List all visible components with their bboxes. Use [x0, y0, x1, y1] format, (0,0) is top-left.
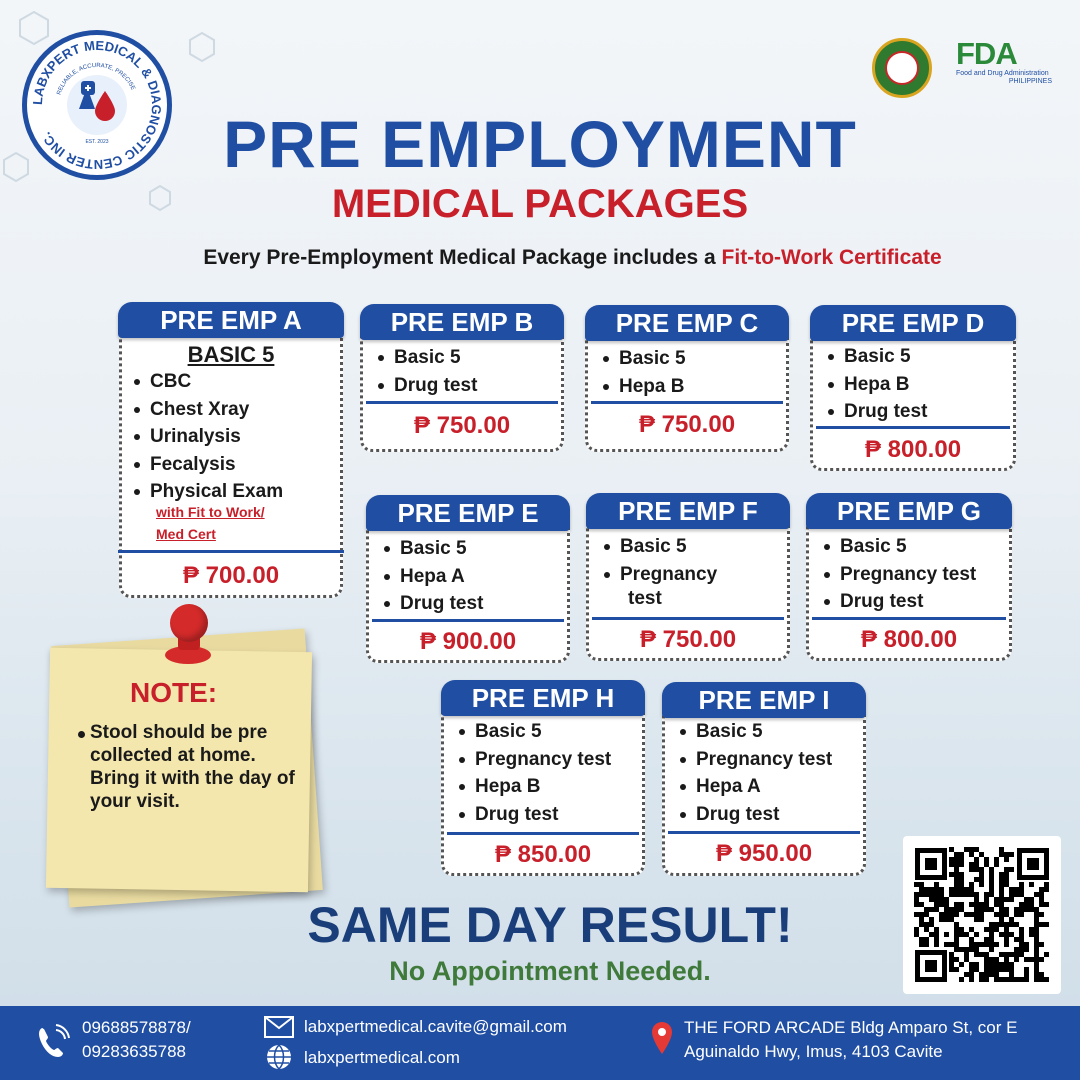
package-a-heading: BASIC 5 [187, 342, 275, 367]
package-card-f [586, 493, 790, 661]
phone-1[interactable]: 09688578878/ [82, 1018, 191, 1037]
package-d-title: PRE EMP D [810, 305, 1016, 341]
package-c-title: PRE EMP C [585, 305, 789, 341]
page-subtitle: MEDICAL PACKAGES [331, 182, 749, 226]
doh-seal [872, 38, 932, 98]
package-d-price: ₱ 800.00 [864, 436, 962, 463]
package-i-title: PRE EMP I [662, 682, 866, 718]
package-card-g [806, 493, 1012, 661]
logo-motto: RELIABLE, ACCURATE, PRECISE [56, 62, 136, 96]
package-e-title: PRE EMP E [366, 495, 570, 531]
package-card-h [441, 680, 645, 876]
list-item: Pregnancy [598, 561, 788, 589]
phone-icon [36, 1024, 70, 1060]
package-a-list [128, 368, 338, 506]
package-card-i [662, 682, 866, 876]
logo-ring-text: LABXPERT MEDICAL & DIAGNOSTIC CENTER INC. [29, 37, 165, 173]
tagline-highlight: Fit-to-Work Certificate [721, 246, 942, 269]
list-item: Hepa B [597, 373, 787, 401]
package-e-list [378, 535, 568, 618]
package-c-list [597, 345, 787, 400]
package-i-list [674, 718, 864, 828]
package-g-list [818, 533, 1010, 616]
list-item: Drug test [822, 398, 1014, 426]
package-card-e [366, 495, 570, 663]
list-item: Urinalysis [128, 423, 338, 451]
package-card-d [810, 305, 1016, 471]
note-text: Stool should be pre collected at home. Bring it with the day of your visit. [90, 722, 295, 812]
tagline [0, 244, 1080, 272]
list-item: Fecalysis [128, 451, 338, 479]
email-link[interactable]: labxpertmedical.cavite@gmail.com [304, 1017, 567, 1036]
list-item: Physical Exam [128, 478, 338, 506]
list-item: Basic 5 [372, 344, 562, 372]
package-a-note-2: Med Cert [156, 526, 216, 542]
list-item: Drug test [372, 372, 562, 400]
package-card-c [585, 305, 789, 452]
location-pin-icon [652, 1022, 672, 1054]
package-g-title: PRE EMP G [806, 493, 1012, 529]
list-item: Basic 5 [818, 533, 1010, 561]
fda-subtext: Food and Drug Administration [956, 70, 1049, 77]
list-item: Basic 5 [378, 535, 568, 563]
package-a-title: PRE EMP A [118, 302, 344, 338]
package-card-b [360, 304, 564, 452]
website-link[interactable]: labxpertmedical.com [304, 1048, 460, 1067]
logo-est: EST. 2023 [85, 139, 109, 145]
fda-logo-text: FDA [956, 36, 1017, 71]
tagline-text: Every Pre-Employment Medical Package includes a [203, 246, 722, 269]
note-bullet [78, 731, 85, 738]
phone-2[interactable]: 09283635788 [82, 1042, 187, 1061]
list-item: Pregnancy test [674, 746, 864, 774]
package-b-title: PRE EMP B [360, 304, 564, 340]
package-h-title: PRE EMP H [441, 680, 645, 716]
list-item: Hepa B [822, 371, 1014, 399]
list-item: Basic 5 [674, 718, 864, 746]
qr-code[interactable] [903, 836, 1061, 994]
package-f-item-continued: test [628, 588, 662, 609]
list-item: Drug test [378, 590, 568, 618]
same-day-result: SAME DAY RESULT! [307, 897, 793, 953]
package-b-price: ₱ 750.00 [413, 412, 511, 439]
list-item: Drug test [674, 801, 864, 829]
package-g-price: ₱ 800.00 [860, 626, 958, 653]
address-line-1: THE FORD ARCADE Bldg Amparo St, cor E [684, 1018, 1018, 1037]
package-h-price: ₱ 850.00 [494, 841, 592, 868]
package-i-price: ₱ 950.00 [715, 840, 813, 867]
package-card-a [118, 302, 344, 598]
address-line-2: Aguinaldo Hwy, Imus, 4103 Cavite [684, 1042, 943, 1061]
list-item: Basic 5 [453, 718, 643, 746]
package-d-list [822, 343, 1014, 426]
list-item: Chest Xray [128, 396, 338, 424]
list-item: Basic 5 [822, 343, 1014, 371]
qr-code-icon [903, 836, 1061, 994]
list-item: Hepa B [453, 773, 643, 801]
package-f-list [598, 533, 788, 588]
list-item: Drug test [818, 588, 1010, 616]
pin-icon-head [170, 604, 208, 642]
list-item: Hepa A [378, 563, 568, 591]
package-f-price: ₱ 750.00 [639, 626, 737, 653]
package-f-title: PRE EMP F [586, 493, 790, 529]
note-title: NOTE: [130, 677, 218, 708]
fda-country: PHILIPPINES [1008, 78, 1052, 85]
package-b-list [372, 344, 562, 399]
package-c-price: ₱ 750.00 [638, 411, 736, 438]
email-icon [264, 1016, 294, 1038]
list-item: Hepa A [674, 773, 864, 801]
fda-logo [956, 38, 1056, 90]
package-a-price: ₱ 700.00 [182, 562, 280, 589]
package-a-note-1: with Fit to Work/ [156, 504, 265, 520]
footer [0, 1006, 1080, 1080]
list-item: Pregnancy test [453, 746, 643, 774]
no-appointment: No Appointment Needed. [389, 956, 711, 986]
page-title: PRE EMPLOYMENT [223, 107, 857, 181]
package-h-list [453, 718, 643, 828]
globe-icon [266, 1044, 292, 1070]
list-item: Basic 5 [597, 345, 787, 373]
list-item: Basic 5 [598, 533, 788, 561]
list-item: Pregnancy test [818, 561, 1010, 589]
list-item: CBC [128, 368, 338, 396]
package-e-price: ₱ 900.00 [419, 628, 517, 655]
list-item: Drug test [453, 801, 643, 829]
